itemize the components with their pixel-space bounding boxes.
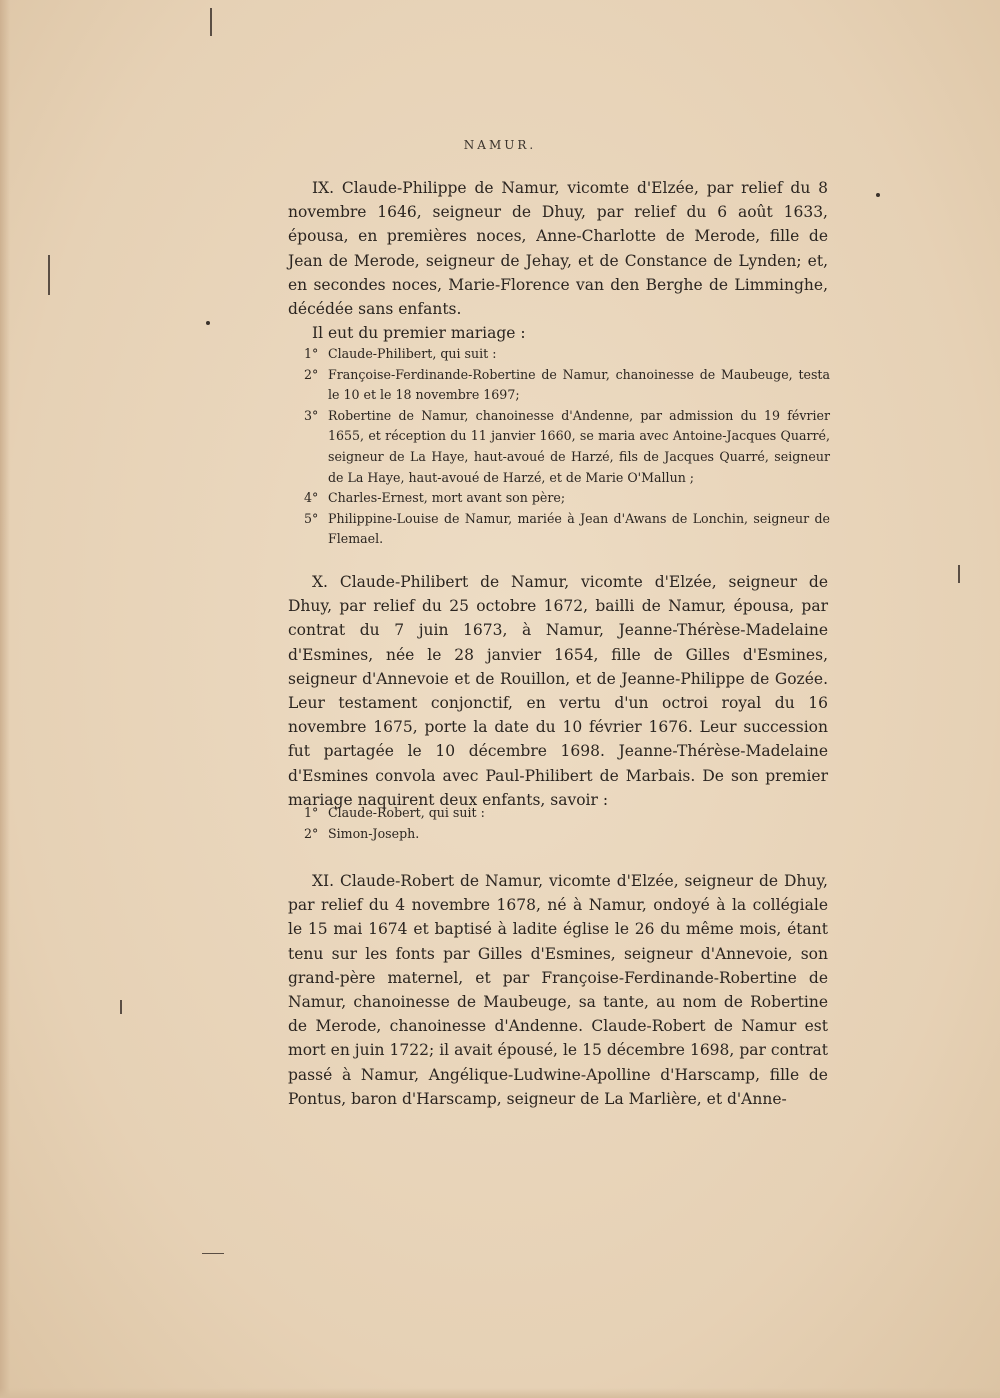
running-header: NAMUR.	[463, 138, 537, 152]
margin-mark	[202, 1253, 224, 1254]
list-item: 1° Claude-Philibert, qui suit :	[304, 346, 497, 361]
section-ix-intro: Il eut du premier mariage :	[312, 324, 526, 343]
section-xi-paragraph: XI. Claude-Robert de Namur, vicomte d'Elzée, seigneur de Dhuy, par relief du 4 novembre 1678, né à Namur, ondoyé à la collégiale le 15 mai 1674 et baptisé à ladite église le 26 du même mois, étant tenu sur les fonts par Gilles d'Esmines, seigneur d'Annevoie, son grand-père maternel, et par Françoise-Ferdinande-Robertine de Namur, chanoinesse de Maubeuge, sa tante, au nom de Robertine de Merode, chanoinesse d'Andenne. Claude-Robert de Namur est mort en juin 1722; il avait épousé, le 15 décembre 1698, par contrat passé à Namur, Angélique-Ludwine-Apolline d'Harscamp, fille de Pontus, baron d'Harscamp, seigneur de La Marlière, et d'Anne-	[288, 872, 828, 1108]
list-item: 1° Claude-Robert, qui suit :	[304, 805, 485, 820]
list-item: 3° Robertine de Namur, chanoinesse d'Andenne, par admission du 19 février 1655, et réception du 11 janvier 1660, se maria avec Antoine-Jacques Quarré, seigneur de La Haye, haut-avoué de Harzé, fils de Jacques Quarré, seigneur de La Haye, haut-avoué de Harzé, et de Marie O'Mallun ;	[304, 407, 830, 485]
margin-mark	[210, 8, 212, 36]
list-item: 2° Simon-Joseph.	[304, 825, 420, 841]
page-bottom-edge	[0, 1388, 1000, 1398]
ink-speck	[206, 321, 210, 325]
list-item: 2° Françoise-Ferdinande-Robertine de Namur, chanoinesse de Maubeuge, testa le 10 et le 18 novembre 1697;	[304, 366, 830, 403]
section-ix-children-list	[304, 344, 830, 550]
ink-speck	[876, 193, 880, 197]
section-x-paragraph: X. Claude-Philibert de Namur, vicomte d'Elzée, seigneur de Dhuy, par relief du 25 octobre 1672, bailli de Namur, épousa, par contrat du 7 juin 1673, à Namur, Jeanne-Thérèse-Madelaine d'Esmines, née le 28 janvier 1654, fille de Gilles d'Esmines, seigneur d'Annevoie et de Rouillon, et de Jeanne-Philippe de Gozée. Leur testament conjonctif, en vertu d'un octroi royal du 16 novembre 1675, porte la date du 10 février 1676. Leur succession fut partagée le 10 décembre 1698. Jeanne-Thérèse-Madelaine d'Esmines convola avec Paul-Philibert de Marbais. De son premier mariage naquirent deux enfants, savoir :	[288, 573, 828, 809]
section-x	[288, 570, 828, 812]
list-item: 5° Philippine-Louise de Namur, mariée à Jean d'Awans de Lonchin, seigneur de Flemael.	[304, 510, 830, 547]
list-item: 4° Charles-Ernest, mort avant son père;	[304, 490, 566, 506]
section-x-children-list	[304, 803, 830, 844]
margin-mark	[48, 255, 50, 295]
page-edge-shadow	[0, 0, 10, 1398]
margin-mark	[958, 565, 960, 583]
section-xi	[288, 869, 828, 1111]
section-ix-paragraph: IX. Claude-Philippe de Namur, vicomte d'Elzée, par relief du 8 novembre 1646, seigneur de Dhuy, par relief du 6 août 1633, épousa, en premières noces, Anne-Charlotte de Merode, fille de Jean de Merode, seigneur de Jehay, et de Constance de Lynden; et, en secondes noces, Marie-Florence van den Berghe de Limminghe, décédée sans enfants.	[288, 179, 828, 319]
section-ix	[288, 176, 828, 345]
margin-mark	[120, 1000, 122, 1014]
